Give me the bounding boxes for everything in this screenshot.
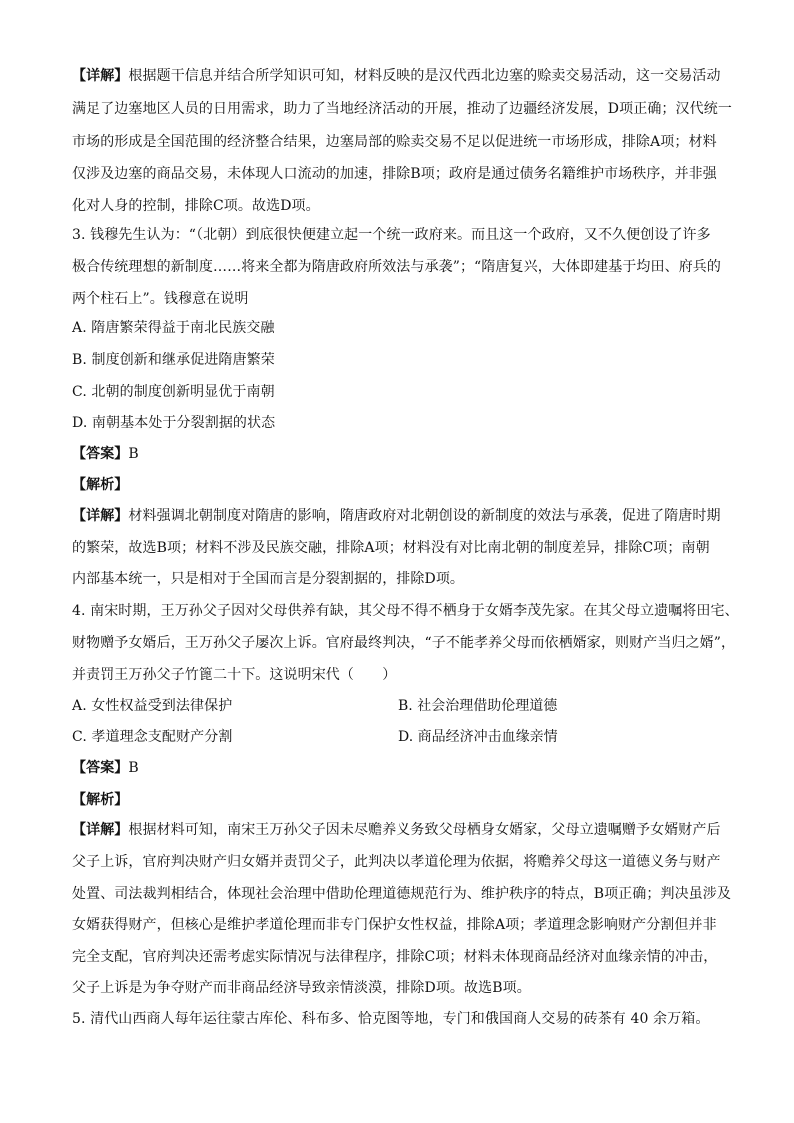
q4-option-d: D. 商品经济冲击血缘亲情: [398, 729, 558, 745]
q4-detail-line: 【详解】根据材料可知，南宋王万孙父子因未尽赡养义务致父母栖身女婿家，父母立遗嘱赠予女婿财产后: [72, 822, 721, 838]
q4-detail-line: 处置、司法裁判相结合，体现社会治理中借助伦理道德规范行为、维护秩序的特点，B项正确；判决虽涉及: [72, 886, 731, 902]
q4-detail-line: 女婿获得财产，但核心是维护孝道伦理而非专门保护女性权益，排除A项；孝道理念影响财产分割但并非: [72, 917, 717, 933]
q3-option-b: B. 制度创新和继承促进隋唐繁荣: [72, 352, 275, 368]
detail-line: 【详解】根据题干信息并结合所学知识可知，材料反映的是汉代西北边塞的赊卖交易活动，这一交易活动: [72, 68, 721, 84]
detail-label: 【详解】: [72, 68, 129, 84]
q3-analysis-label: 【解析】: [72, 477, 129, 493]
detail-line: 满足了边塞地区人员的日用需求，助力了当地经济活动的开展，推动了边疆经济发展，D项正确；汉代统一: [72, 101, 732, 117]
detail-line: 市场的形成是全国范围的经济整合结果，边塞局部的赊卖交易不足以促进统一市场形成，排除A项；材料: [72, 134, 717, 150]
detail-line: 仅涉及边塞的商品交易，未体现人口流动的加速，排除B项；政府是通过债务名籍维护市场秩序，并非强: [72, 166, 717, 182]
q3-option-c: C. 北朝的制度创新明显优于南朝: [72, 384, 275, 400]
q3-stem-line: 3. 钱穆先生认为：“（北朝）到底很快便建立起一个统一政府来。而且这一个政府，又不久便创设了许多: [72, 227, 711, 243]
q4-detail-line: 父子上诉，官府判决财产归女婿并责罚父子，此判决以孝道伦理为依据，将赡养父母这一道德义务与财产: [72, 854, 721, 870]
detail-line: 化对人身的控制，排除C项。故选D项。: [72, 198, 320, 214]
q4-option-b: B. 社会治理借助伦理道德: [398, 698, 558, 714]
q3-option-a: A. 隋唐繁荣得益于南北民族交融: [72, 320, 275, 336]
q4-stem-line: 并责罚王万孙父子竹篦二十下。这说明宋代（ ）: [72, 667, 397, 683]
q3-stem-line: 极合传统理想的新制度……将来全都为隋唐政府所效法与承袭”；“隋唐复兴，大体即建基于均田、府兵的: [72, 259, 722, 275]
q4-stem-line: 财物赠予女婿后，王万孙父子屡次上诉。官府最终判决，“子不能孝养父母而依栖婿家，则财产当归之婿”，: [72, 635, 736, 651]
q4-stem-line: 4. 南宋时期，王万孙父子因对父母供养有缺，其父母不得不栖身于女婿李茂先家。在其父母立遗嘱将田宅、: [72, 603, 739, 619]
q3-detail-line: 内部基本统一，只是相对于全国而言是分裂割据的，排除D项。: [72, 571, 465, 587]
q4-option-a: A. 女性权益受到法律保护: [72, 698, 233, 714]
q4-answer: 【答案】B: [72, 760, 139, 776]
q4-analysis-label: 【解析】: [72, 792, 129, 808]
q3-answer: 【答案】B: [72, 446, 139, 462]
q5-stem-line: 5. 清代山西商人每年运往蒙古库伦、科布多、恰克图等地，专门和俄国商人交易的砖茶有 40 余万箱。: [72, 1011, 710, 1027]
q3-option-d: D. 南朝基本处于分裂割据的状态: [72, 415, 276, 431]
q4-option-c: C. 孝道理念支配财产分割: [72, 729, 233, 745]
q3-detail-line: 的繁荣，故选B项；材料不涉及民族交融，排除A项；材料没有对比南北朝的制度差异，排除C项；南朝: [72, 540, 710, 556]
q3-detail-line: 【详解】材料强调北朝制度对隋唐的影响，隋唐政府对北朝创设的新制度的效法与承袭，促进了隋唐时期: [72, 508, 721, 524]
q4-detail-line: 父子上诉是为争夺财产而非商品经济导致亲情淡漠，排除D项。故选B项。: [72, 980, 531, 996]
q3-stem-line: 两个柱石上”。钱穆意在说明: [72, 291, 249, 307]
q4-detail-line: 完全支配，官府判决还需考虑实际情况与法律程序，排除C项；材料未体现商品经济对血缘亲情的冲击，: [72, 949, 718, 965]
